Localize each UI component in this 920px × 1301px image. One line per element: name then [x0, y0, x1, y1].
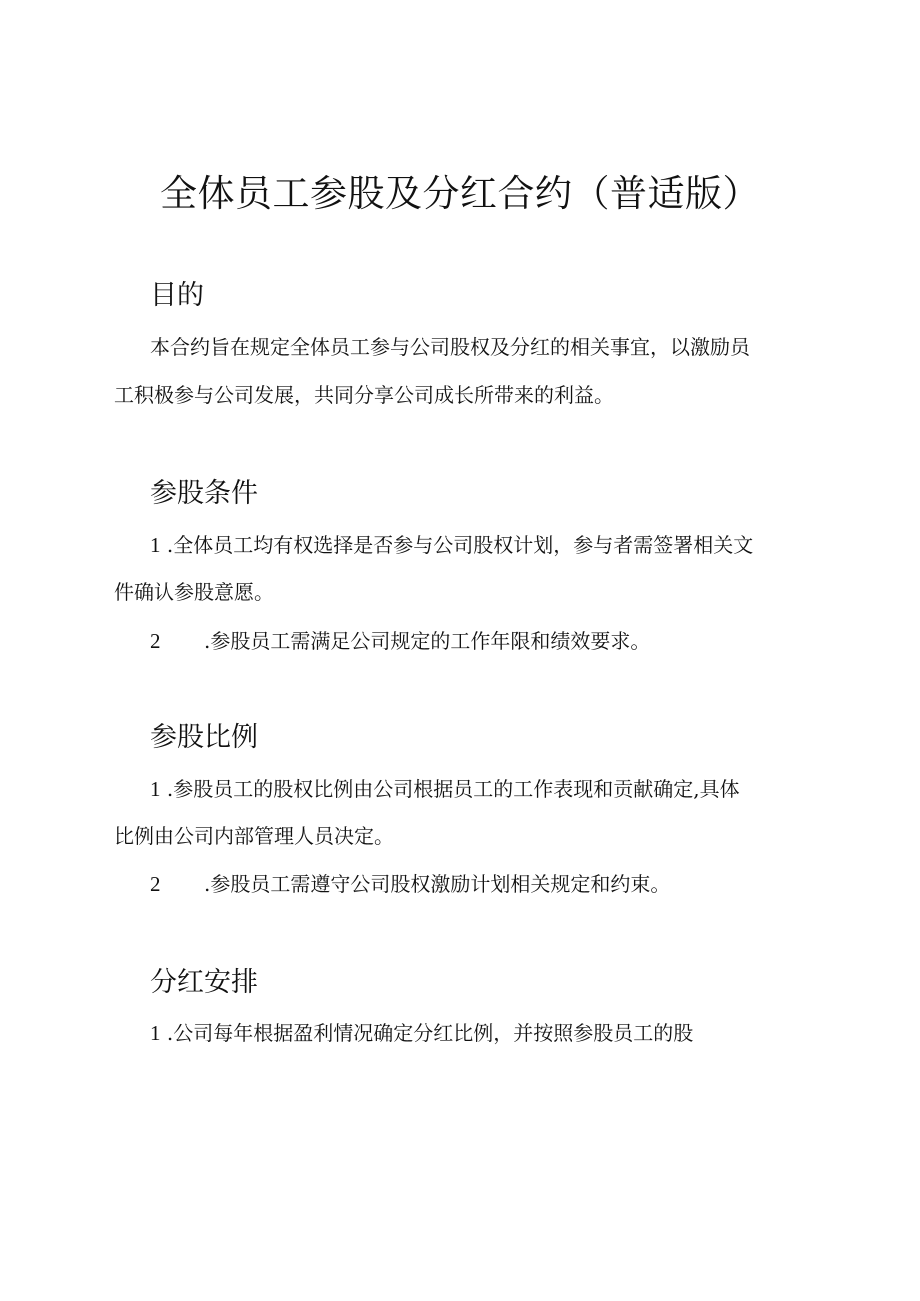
item-text: .参股员工的股权比例由公司根据员工的工作表现和贡献确定,具体	[166, 777, 740, 801]
item-number: 2	[150, 629, 161, 653]
section-heading-dividend: 分红安排	[150, 967, 258, 998]
item-text: .全体员工均有权选择是否参与公司股权计划，参与者需签署相关文	[166, 533, 754, 557]
paragraph-line: 本合约旨在规定全体员工参与公司股权及分红的相关事宜，以激励员	[150, 335, 750, 359]
paragraph-line: 件确认参股意愿。	[114, 580, 274, 604]
section-heading-purpose: 目的	[150, 280, 204, 311]
numbered-item	[150, 626, 650, 656]
numbered-item	[150, 1018, 693, 1048]
item-text: .参股员工需遵守公司股权激励计划相关规定和约束。	[204, 872, 671, 896]
numbered-item	[150, 530, 753, 560]
item-number: 1	[150, 777, 161, 801]
item-number: 2	[150, 872, 161, 896]
item-number: 1	[150, 1021, 161, 1045]
numbered-item	[150, 869, 670, 899]
item-number: 1	[150, 533, 161, 557]
section-heading-ratio: 参股比例	[150, 722, 258, 753]
numbered-item	[150, 774, 740, 804]
document-title: 全体员工参股及分红合约（普适版）	[160, 172, 760, 215]
paragraph-line: 比例由公司内部管理人员决定。	[114, 824, 394, 848]
item-text: .公司每年根据盈利情况确定分红比例，并按照参股员工的股	[166, 1021, 694, 1045]
paragraph-line: 工积极参与公司发展，共同分享公司成长所带来的利益。	[114, 383, 614, 407]
item-text: .参股员工需满足公司规定的工作年限和绩效要求。	[204, 629, 651, 653]
section-heading-eligibility: 参股条件	[150, 478, 258, 509]
